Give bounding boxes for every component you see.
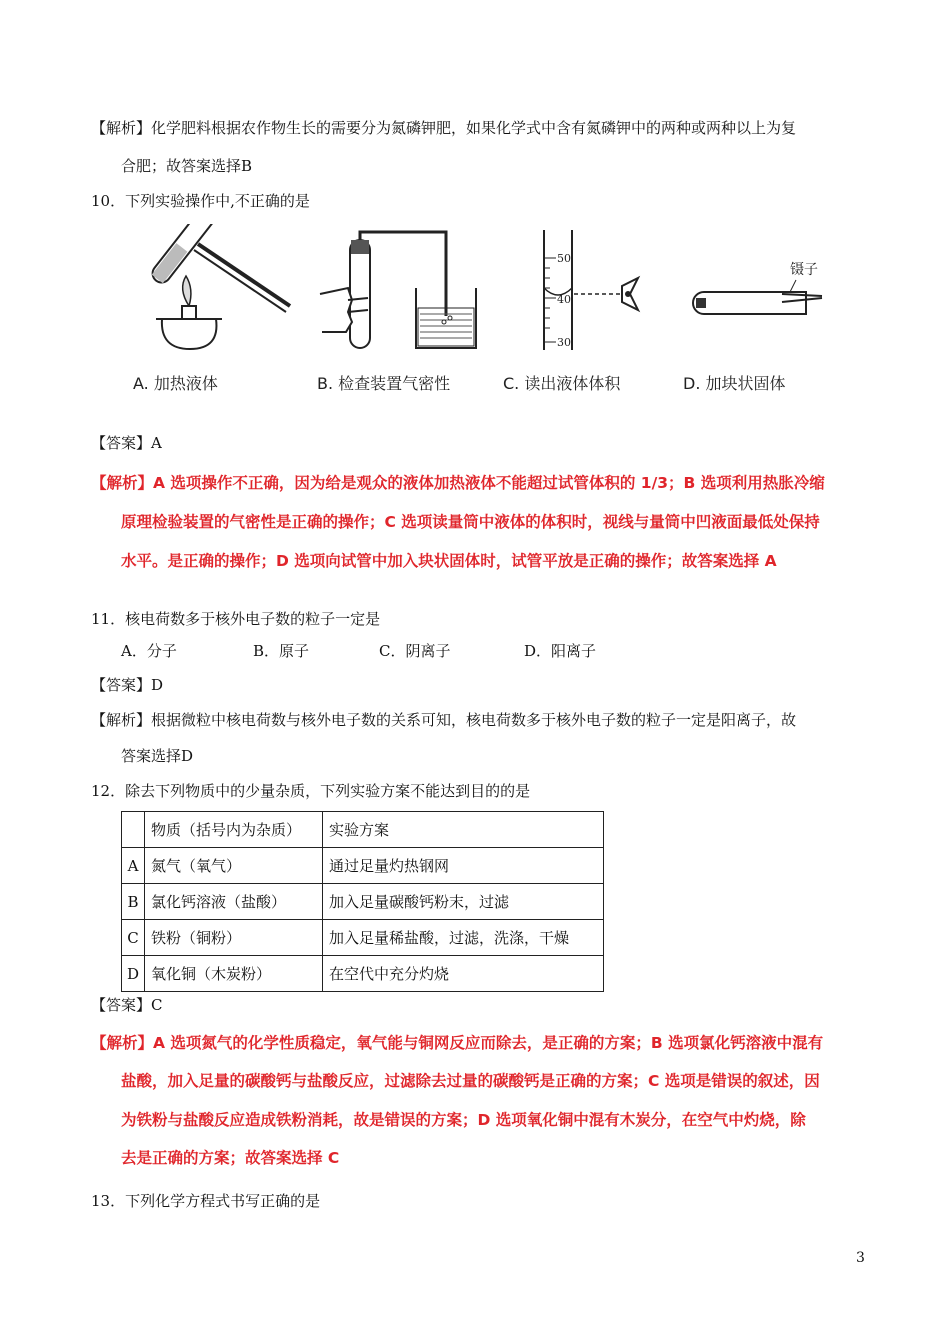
table-row (122, 884, 604, 920)
figure-a-heating-liquid (150, 224, 295, 352)
table-cell: 通过足量灼热钢网 (323, 848, 604, 884)
figure-b-airtightness-check (318, 230, 483, 352)
q12-stem: 12．除去下列物质中的少量杂质，下列实验方案不能达到目的的是 (91, 782, 531, 800)
q11-option-c: C．阴离子 (379, 642, 451, 660)
figure-c-reading-volume (530, 230, 648, 354)
q12-analysis-line4: 去是正确的方案；故答案选择 C (121, 1149, 340, 1167)
q11-option-b: B．原子 (253, 642, 310, 660)
table-header-substance: 物质（括号内为杂质） (145, 812, 323, 848)
q12-table (121, 811, 604, 992)
table-cell: C (122, 920, 145, 956)
tick-50: 50 (557, 252, 571, 265)
q11-analysis-line1: 【解析】根据微粒中核电荷数与核外电子数的关系可知，核电荷数多于核外电子数的粒子一定是阳离子，故 (91, 711, 797, 729)
table-cell: 加入足量碳酸钙粉末，过滤 (323, 884, 604, 920)
q12-analysis-line3: 为铁粉与盐酸反应造成铁粉消耗，故是错误的方案；D 选项氧化铜中混有木炭分，在空气中灼烧，除 (121, 1111, 806, 1129)
table-cell: A (122, 848, 145, 884)
table-row (122, 920, 604, 956)
figure-b-caption: B. 检查装置气密性 (317, 374, 451, 393)
q12-answer: 【答案】C (91, 996, 163, 1014)
tweezers-label: 镊子 (790, 262, 818, 278)
q11-answer: 【答案】D (91, 676, 164, 694)
table-header-plan: 实验方案 (323, 812, 604, 848)
figure-d-caption: D. 加块状固体 (683, 374, 786, 393)
q12-analysis-line2: 盐酸，加入足量的碳酸钙与盐酸反应，过滤除去过量的碳酸钙是正确的方案；C 选项是错误的叙述，因 (121, 1072, 820, 1090)
q11-analysis-line2: 答案选择D (121, 747, 194, 765)
table-cell: 在空代中充分灼烧 (323, 956, 604, 992)
q9-analysis-line2: 合肥；故答案选择B (121, 157, 253, 175)
figure-a-caption: A. 加热液体 (133, 374, 218, 393)
table-cell (122, 812, 145, 848)
q9-analysis-line1: 【解析】化学肥料根据农作物生长的需要分为氮磷钾肥，如果化学式中含有氮磷钾中的两种或两种以上为复 (91, 119, 797, 137)
table-cell: 加入足量稀盐酸，过滤，洗涤，干燥 (323, 920, 604, 956)
q11-option-a: A．分子 (121, 642, 177, 660)
page-number: 3 (856, 1250, 865, 1266)
table-cell: B (122, 884, 145, 920)
q12-analysis-line1: 【解析】A 选项氮气的化学性质稳定，氧气能与铜网反应而除去，是正确的方案；B 选项氯化钙溶液中混有 (91, 1034, 824, 1052)
q10-answer: 【答案】A (91, 434, 162, 452)
tick-30: 30 (557, 336, 571, 349)
q11-stem: 11．核电荷数多于核外电子数的粒子一定是 (91, 610, 381, 628)
table-cell: D (122, 956, 145, 992)
q10-analysis-line2: 原理检验装置的气密性是正确的操作；C 选项读量筒中液体的体积时，视线与量筒中凹液面最低处保持 (121, 513, 820, 531)
tick-40: 40 (557, 293, 571, 306)
q10-analysis-line1: 【解析】A 选项操作不正确，因为给是观众的液体加热液体不能超过试管体积的 1/3；B 选项利用热胀冷缩 (91, 474, 825, 492)
table-row (122, 956, 604, 992)
table-cell: 铁粉（铜粉） (145, 920, 323, 956)
figure-d-adding-solid (686, 258, 836, 318)
table-cell: 氧化铜（木炭粉） (145, 956, 323, 992)
table-cell: 氮气（氧气） (145, 848, 323, 884)
table-cell: 氯化钙溶液（盐酸） (145, 884, 323, 920)
q11-option-d: D．阳离子 (524, 642, 597, 660)
table-header-row (122, 812, 604, 848)
q10-analysis-line3: 水平。是正确的操作；D 选项向试管中加入块状固体时，试管平放是正确的操作；故答案选择 A (121, 552, 777, 570)
q13-stem: 13．下列化学方程式书写正确的是 (91, 1192, 321, 1210)
q10-stem: 10．下列实验操作中,不正确的是 (91, 192, 310, 210)
table-row (122, 848, 604, 884)
figure-c-caption: C. 读出液体体积 (503, 374, 621, 393)
